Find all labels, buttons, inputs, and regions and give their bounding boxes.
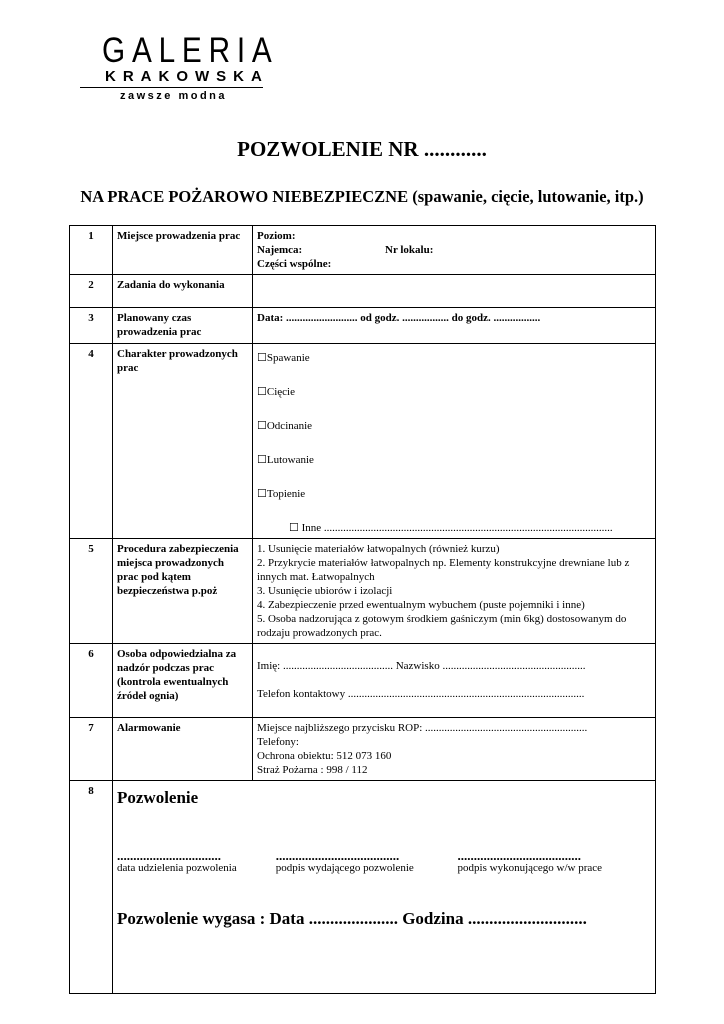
permit-form-table [69, 225, 656, 994]
row-label: Planowany czas prowadzenia prac [113, 308, 253, 344]
name-field[interactable]: Imię: ........................................ Nazwisko .................................................... [257, 660, 586, 672]
procedure-item: 3. Usunięcie ubiorów i izolacji [257, 585, 393, 597]
checkbox-lutowanie[interactable]: ☐Lutowanie [257, 454, 314, 466]
location-field[interactable] [253, 226, 656, 275]
row-number: 2 [70, 275, 113, 308]
najemca-label: Najemca: [257, 244, 303, 256]
table-row [70, 308, 656, 344]
poziom-label: Poziom: [257, 230, 296, 242]
permit-heading: Pozwolenie [117, 788, 199, 807]
row-label: Procedura zabezpieczenia miejsca prowadzonych prac pod kątem bezpieczeństwa p.poż [113, 539, 253, 644]
procedure-list [253, 539, 656, 644]
row-number: 4 [70, 344, 113, 539]
row-label: Alarmowanie [113, 718, 253, 781]
fire-dept-phone: Straż Pożarna : 998 / 112 [257, 764, 368, 776]
page-subtitle: NA PRACE POŻAROWO NIEBEZPIECZNE (spawanie, cięcie, lutowanie, itp.) [80, 187, 644, 206]
row-label: Osoba odpowiedzialna za nadzór podczas prac (kontrola ewentualnych źródeł ognia) [113, 644, 253, 718]
signature-executor[interactable]: ...................................... podpis wykonującego w/w prace [457, 848, 603, 874]
checkbox-ciecie[interactable]: ☐Cięcie [257, 386, 295, 398]
table-row [70, 275, 656, 308]
permit-expiry[interactable]: Pozwolenie wygasa : Data ..................... Godzina ............................ [117, 909, 587, 928]
procedure-item: 1. Usunięcie materiałów łatwopalnych (również kurzu) [257, 543, 500, 555]
row-number: 8 [70, 781, 113, 994]
work-type-options [253, 344, 656, 539]
czesci-wspolne-label: Części wspólne: [257, 258, 332, 270]
security-phone: Ochrona obiektu: 512 073 160 [257, 750, 392, 762]
row-label: Zadania do wykonania [113, 275, 253, 308]
nr-lokalu-label: Nr lokalu: [385, 244, 434, 256]
tasks-field[interactable] [253, 275, 656, 308]
table-row [70, 539, 656, 644]
rop-location: Miejsce najbliższego przycisku ROP: ........................................................... [257, 722, 588, 734]
row-label: Charakter prowadzonych prac [113, 344, 253, 539]
table-row [70, 226, 656, 275]
checkbox-spawanie[interactable]: ☐Spawanie [257, 352, 310, 364]
row-number: 1 [70, 226, 113, 275]
page-title: POZWOLENIE NR ............ [237, 137, 487, 161]
supervisor-field [253, 644, 656, 718]
procedure-item: 5. Osoba nadzorująca z gotowym środkiem gaśniczym (min 6kg) dostosowanym do rodzaju prowadzonych prac. [257, 613, 627, 639]
logo-tagline: zawsze modna [120, 90, 228, 102]
procedure-item: 2. Przykrycie materiałów łatwopalnych np. Elementy konstrukcyjne drewniane lub z innych mat. Łatwopalnych [257, 557, 630, 583]
logo-divider [80, 87, 263, 88]
logo-main-text: GALERIA [102, 31, 279, 70]
phones-label: Telefony: [257, 736, 299, 748]
row-label: Miejsce prowadzenia prac [113, 226, 253, 275]
alarm-info [253, 718, 656, 781]
checkbox-topienie[interactable]: ☐Topienie [257, 488, 306, 500]
checkbox-odcinanie[interactable]: ☐Odcinanie [257, 420, 313, 432]
procedure-item: 4. Zabezpieczenie przed ewentualnym wybuchem (puste pojemniki i inne) [257, 599, 585, 611]
row-number: 3 [70, 308, 113, 344]
signature-date[interactable]: ................................ data udzielenia pozwolenia [117, 848, 237, 874]
planned-time-field[interactable]: Data: .......................... od godz. ................. do godz. ................. [253, 308, 656, 344]
logo-sub-text: KRAKOWSKA [105, 68, 269, 85]
row-number: 7 [70, 718, 113, 781]
table-row [70, 344, 656, 539]
row-number: 5 [70, 539, 113, 644]
signature-issuer[interactable]: ...................................... podpis wydającego pozwolenie [275, 848, 414, 874]
table-row [70, 718, 656, 781]
table-row [70, 644, 656, 718]
table-row [70, 781, 656, 994]
checkbox-inne[interactable]: ☐ Inne ......................................................................................................... [289, 522, 613, 534]
phone-field[interactable]: Telefon kontaktowy ...................................................................................... [257, 688, 585, 700]
galeria-krakowska-logo [80, 31, 279, 102]
permit-section [113, 781, 656, 994]
row-number: 6 [70, 644, 113, 718]
